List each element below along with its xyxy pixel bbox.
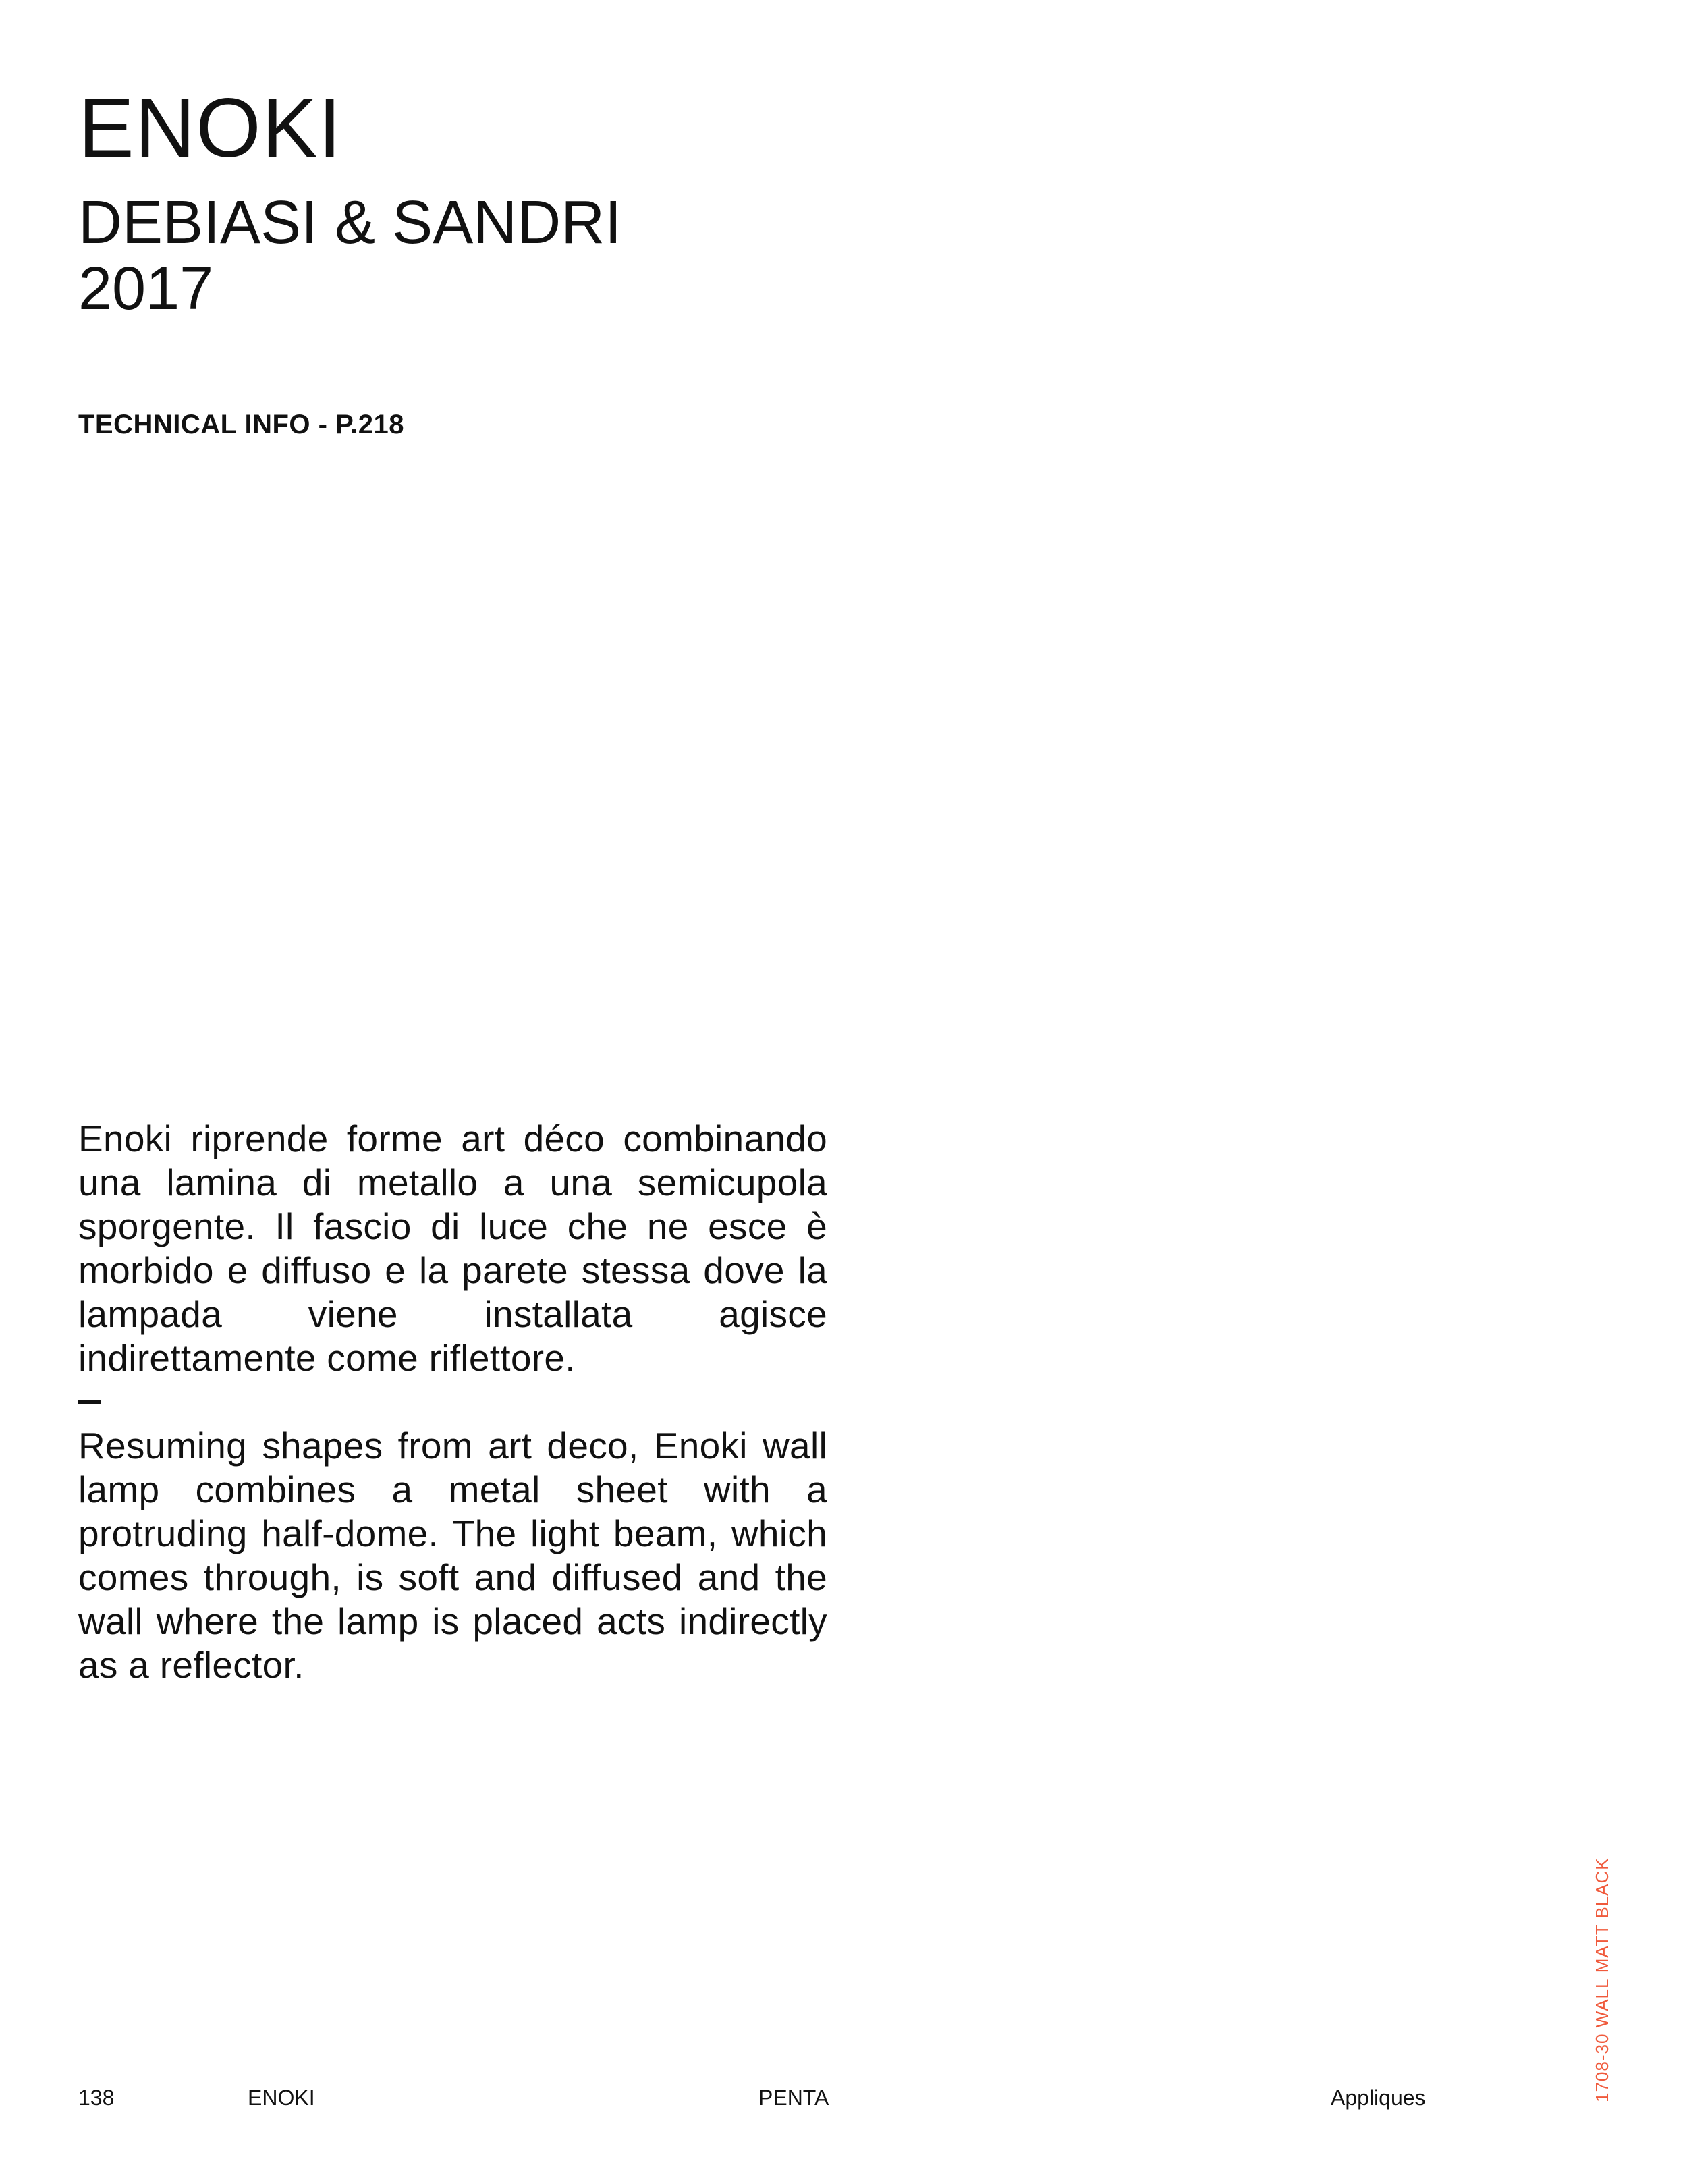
design-year: 2017 xyxy=(78,255,214,323)
technical-info-reference: TECHNICAL INFO - P.218 xyxy=(78,410,404,439)
footer-category: Appliques xyxy=(1331,2085,1426,2110)
description-block xyxy=(78,1117,827,1687)
product-title: ENOKI xyxy=(78,82,342,175)
page-number: 138 xyxy=(78,2085,115,2110)
footer-collection: PENTA xyxy=(758,2085,829,2110)
description-italian: Enoki riprende forme art déco combinando una lamina di metallo a una semicupola sporgente. Il fascio di luce che ne esce è morbido e diffuso e la parete stessa dove la lampada viene installata agisce indirettamente come riflettore. xyxy=(78,1118,827,1379)
product-variant-label: 1708-30 WALL MATT BLACK xyxy=(1592,1857,1612,2102)
description-english: Resuming shapes from art deco, Enoki wall lamp combines a metal sheet with a protruding half-dome. The light beam, which comes through, is soft and diffused and the wall where the lamp is placed acts indirectly as a reflector. xyxy=(78,1425,827,1686)
language-separator xyxy=(78,1400,101,1404)
footer-product: ENOKI xyxy=(248,2085,315,2110)
designer-name: DEBIASI & SANDRI xyxy=(78,189,622,256)
